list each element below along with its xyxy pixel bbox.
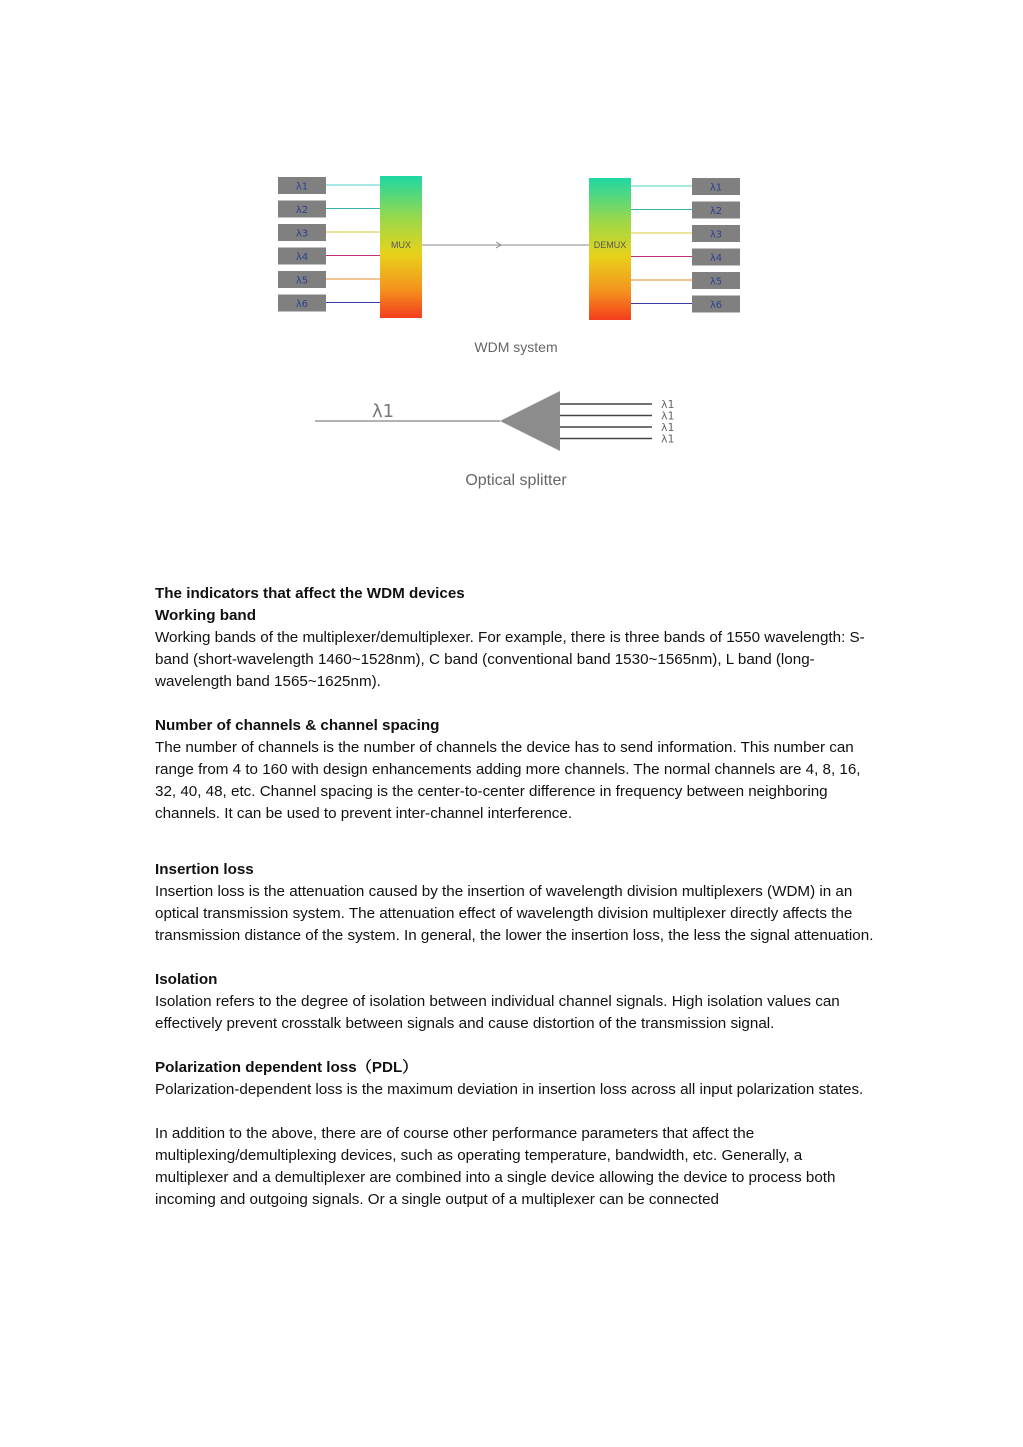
section-heading-pdl: Polarization dependent loss（PDL） [155,1059,418,1076]
output-channel-label-2: λ2 [709,206,723,217]
splitter-outputs [560,398,675,446]
demux-label: DEMUX [593,240,627,250]
splitter-input-label: λ1 [372,401,395,422]
section-heading-insertion-loss: Insertion loss [155,861,254,878]
splitter-triangle [500,391,560,451]
optical-splitter-diagram [315,391,675,489]
output-channel-label-3: λ3 [709,229,723,241]
section-heading-channels: Number of channels & channel spacing [155,717,440,734]
section-body-channels: The number of channels is the number of channels the device has to send information. This number can range from 4 to 160 with design enhancements adding more channels. The normal channels are 4, 8, 16, 32, 40, 48, etc. Channel spacing is the center-to-center difference in frequency between neighboring channels. It can be used to prevent inter-channel interference. [155,739,861,822]
input-channel-label-1: λ1 [295,181,309,193]
splitter-caption: Optical splitter [465,472,567,489]
splitter-output-label-2: λ1 [661,409,675,423]
output-channel-label-4: λ4 [709,253,723,264]
section-heading-working-band: Working band [155,607,256,624]
splitter-output-label-3: λ1 [661,421,675,434]
input-channel-boxes [278,177,380,312]
input-channel-label-4: λ4 [295,252,309,263]
wdm-caption: WDM system [474,339,558,355]
wdm-system-diagram [278,176,740,355]
document-body [155,583,875,1211]
splitter-output-label-4: λ1 [661,432,675,446]
mux-label: MUX [391,240,411,250]
input-channel-label-6: λ6 [295,299,309,310]
document-title: The indicators that affect the WDM devices [155,585,465,602]
output-channel-boxes [631,178,740,313]
section-body-pdl: Polarization-dependent loss is the maximum deviation in insertion loss across all input polarization states. [155,1081,864,1098]
splitter-output-label-1: λ1 [661,398,675,411]
input-channel-label-2: λ2 [295,205,309,216]
section-body-insertion-loss: Insertion loss is the attenuation caused by the insertion of wavelength division multiplexers (WDM) in an optical transmission system. The attenuation effect of wavelength division multiplexer directly affects the transmission distance of the system. In general, the lower the insertion loss, the less the signal attenuation. [155,883,874,944]
output-channel-label-5: λ5 [709,276,723,288]
input-channel-label-5: λ5 [295,275,309,287]
input-channel-label-3: λ3 [295,228,309,240]
figures [0,0,1023,540]
output-channel-label-1: λ1 [709,182,723,194]
section-body-working-band: Working bands of the multiplexer/demultiplexer. For example, there is three bands of 1550 wavelength: S-band (short-wavelength 1460~1528nm), C band (conventional band 1530~1565nm), L band (long-wavelength band 1565~1625nm). [155,629,865,690]
section-body-isolation: Isolation refers to the degree of isolation between individual channel signals. High isolation values can effectively prevent crosstalk between signals and cause distortion of the transmission signal. [155,993,840,1032]
section-heading-isolation: Isolation [155,971,218,988]
closing-paragraph: In addition to the above, there are of course other performance parameters that affect the multiplexing/demultiplexing devices, such as operating temperature, bandwidth, etc. Generally, a multiplexer and a demultiplexer are combined into a single device allowing the device to process both incoming and outgoing signals. Or a single output of a multiplexer can be connected [155,1125,836,1208]
output-channel-label-6: λ6 [709,300,723,311]
